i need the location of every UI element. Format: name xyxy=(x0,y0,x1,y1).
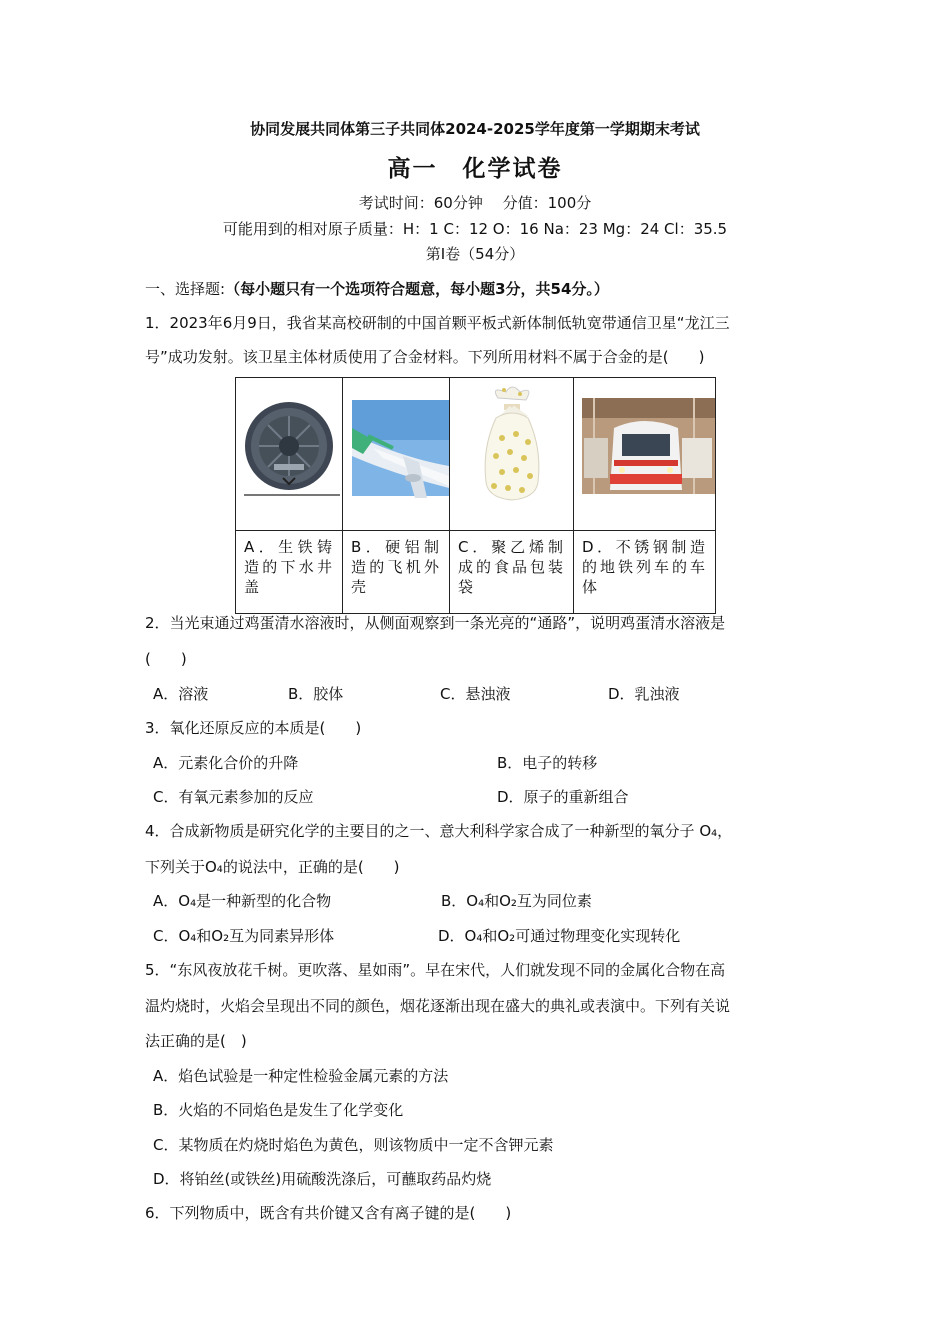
section-lead: 一、选择题: xyxy=(145,280,226,298)
q1-image-cell-d xyxy=(574,378,716,531)
q4-stem-line2: 下列关于O₄的说法中，正确的是( ) xyxy=(145,858,400,876)
q1-stem-line1: 1．2023年6月9日，我省某高校研制的中国首颗平板式新体制低轨宽带通信卫星“龙江三 xyxy=(145,314,730,332)
q5-option-d: D．将铂丝(或铁丝)用硫酸洗涤后，可蘸取药品灼烧 xyxy=(153,1170,492,1188)
q5-option-b: B．火焰的不同焰色是发生了化学变化 xyxy=(153,1101,404,1119)
q2-option-d: D．乳浊液 xyxy=(608,685,680,703)
section-heading xyxy=(145,278,609,299)
q5-stem-line2: 温灼烧时，火焰会呈现出不同的颜色，烟花逐渐出现在盛大的典礼或表演中。下列有关说 xyxy=(145,997,731,1015)
q1-option-c: C．聚乙烯制成的食品包装袋 xyxy=(450,531,574,614)
part-title: 第Ⅰ卷（54分） xyxy=(425,245,525,263)
q1-image-cell-c xyxy=(450,378,574,531)
subway-train-icon xyxy=(574,378,715,526)
exam-time-score: 考试时间：60分钟 分值：100分 xyxy=(358,194,592,212)
q3-option-c: C．有氧元素参加的反应 xyxy=(153,788,314,806)
q4-option-b: B．O₄和O₂互为同位素 xyxy=(441,892,592,910)
q1-image-cell-a xyxy=(236,378,343,531)
q2-stem-line2: ( ) xyxy=(145,650,187,668)
q2-stem-line1: 2．当光束通过鸡蛋清水溶液时，从侧面观察到一条光亮的“通路”，说明鸡蛋清水溶液是 xyxy=(145,614,726,632)
q5-option-c: C．某物质在灼烧时焰色为黄色，则该物质中一定不含钾元素 xyxy=(153,1136,554,1154)
q1-option-d: D．不锈钢制造的地铁列车的车体 xyxy=(574,531,716,614)
section-note: （每小题只有一个选项符合题意，每小题3分，共54分。） xyxy=(225,280,609,298)
atomic-masses: 可能用到的相对原子质量：H：1 C：12 O：16 Na：23 Mg：24 Cl：35.5 xyxy=(222,220,728,238)
airplane-icon xyxy=(343,378,449,526)
q3-option-b: B．电子的转移 xyxy=(497,754,598,772)
q1-stem-line2: 号”成功发射。该卫星主体材质使用了合金材料。下列所用材料不属于合金的是( ) xyxy=(145,348,705,366)
q6-stem-line1: 6．下列物质中，既含有共价键又含有离子键的是( ) xyxy=(145,1204,512,1222)
q4-option-d: D．O₄和O₂可通过物理变化实现转化 xyxy=(438,927,681,945)
q3-option-d: D．原子的重新组合 xyxy=(497,788,629,806)
subject-title: 高一 化学试卷 xyxy=(387,156,563,182)
q1-image-cell-b xyxy=(343,378,450,531)
q4-option-a: A．O₄是一种新型的化合物 xyxy=(153,892,332,910)
q3-option-a: A．元素化合价的升降 xyxy=(153,754,299,772)
q2-option-a: A．溶液 xyxy=(153,685,209,703)
q5-stem-line3: 法正确的是( ) xyxy=(145,1032,247,1050)
q5-stem-line1: 5．“东风夜放花千树。更吹落、星如雨”。早在宋代，人们就发现不同的金属化合物在高 xyxy=(145,961,726,979)
manhole-cover-icon xyxy=(236,378,342,526)
q4-option-c: C．O₄和O₂互为同素异形体 xyxy=(153,927,335,945)
q5-option-a: A．焰色试验是一种定性检验金属元素的方法 xyxy=(153,1067,449,1085)
q2-option-c: C．悬浊液 xyxy=(440,685,511,703)
q3-stem-line1: 3．氧化还原反应的本质是( ) xyxy=(145,719,362,737)
food-bag-icon xyxy=(450,378,573,526)
q1-options-table xyxy=(235,377,716,614)
q2-option-b: B．胶体 xyxy=(288,685,344,703)
q4-stem-line1: 4．合成新物质是研究化学的主要目的之一、意大利科学家合成了一种新型的氧分子 O₄， xyxy=(145,822,733,840)
q1-option-a: A．生铁铸造的下水井盖 xyxy=(236,531,343,614)
q1-option-b: B．硬铝制造的飞机外壳 xyxy=(343,531,450,614)
exam-title: 协同发展共同体第三子共同体2024-2025学年度第一学期期末考试 xyxy=(250,120,700,138)
